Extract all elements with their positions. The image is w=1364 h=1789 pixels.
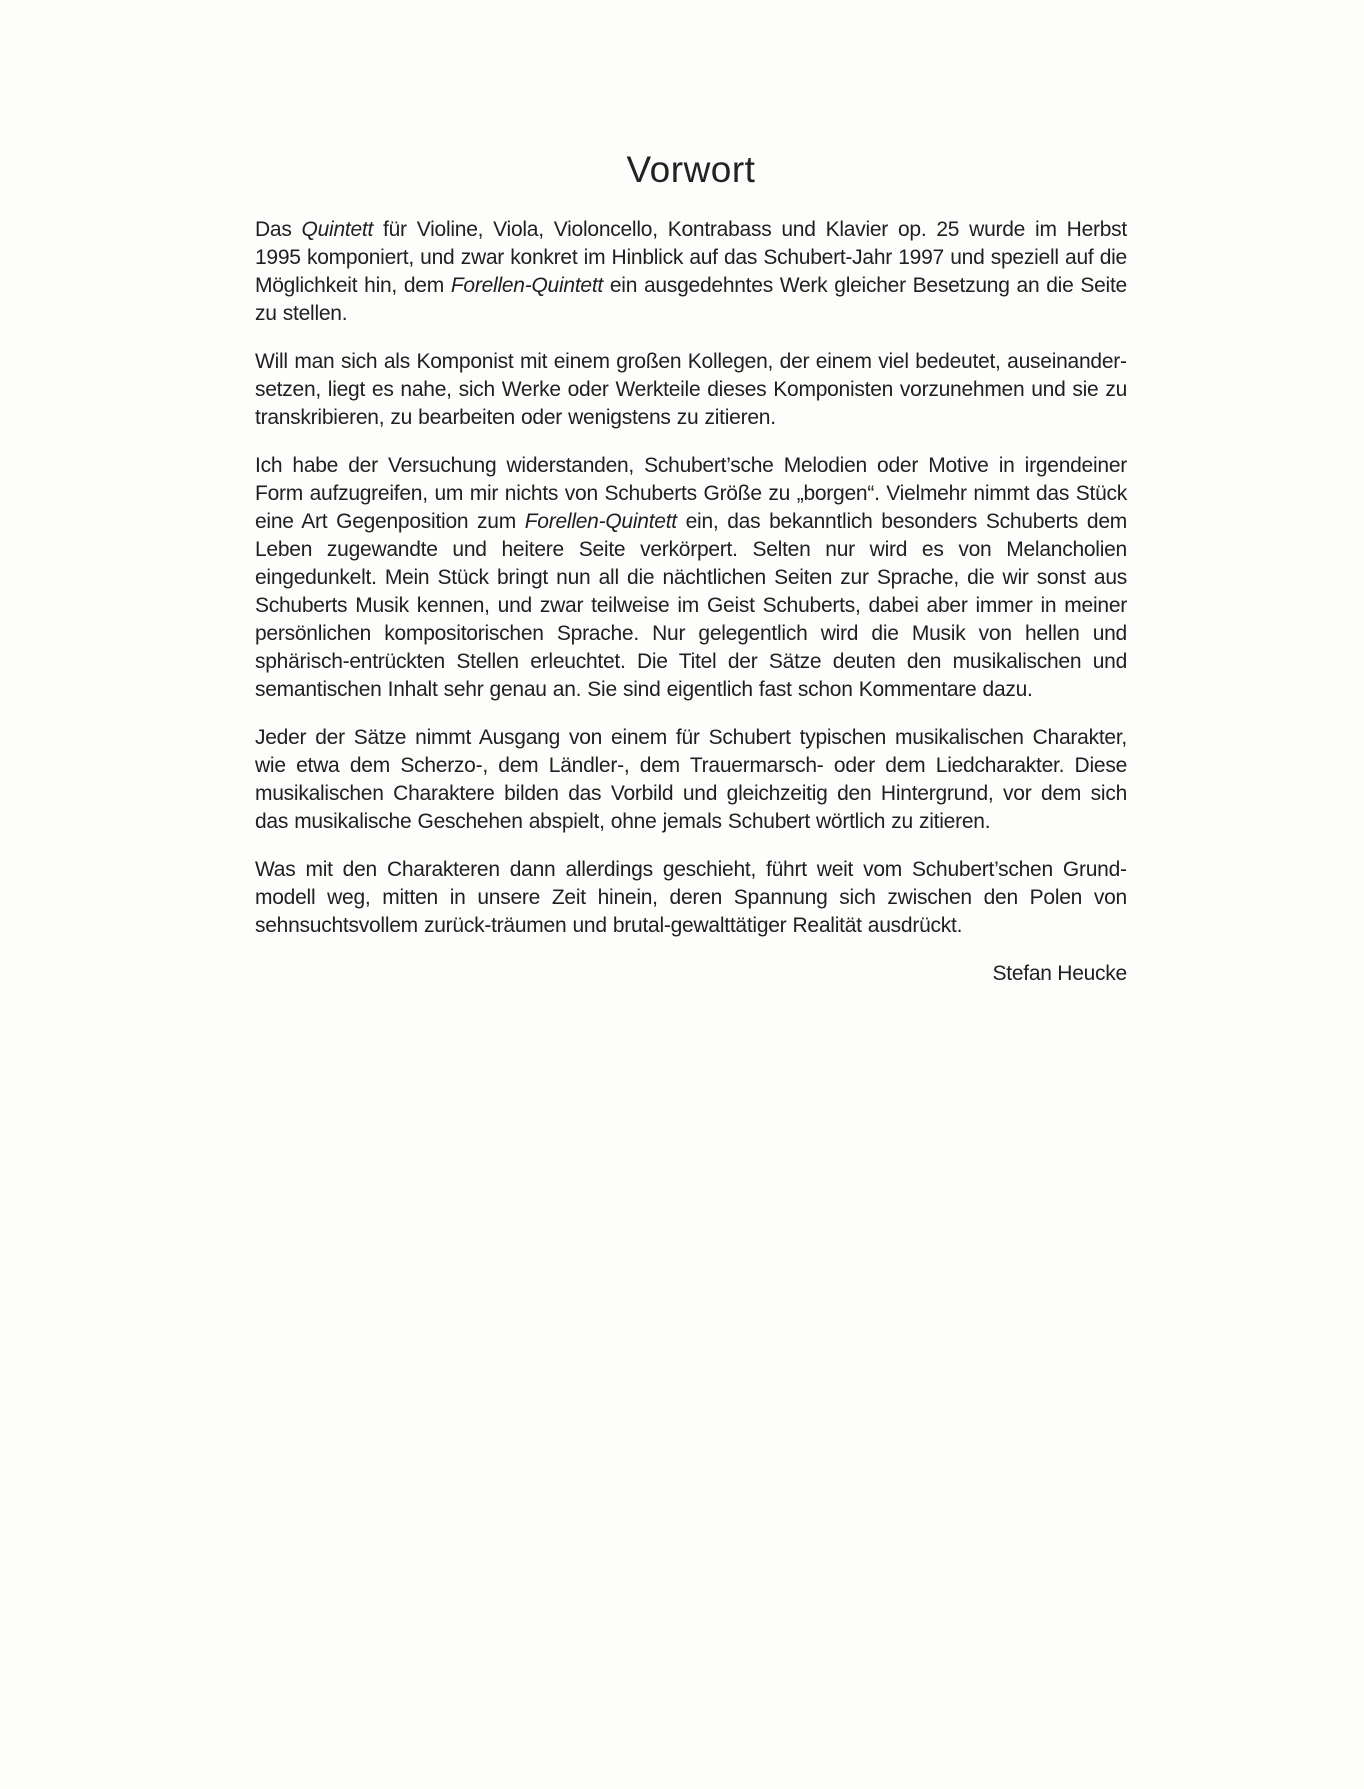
signature: Stefan Heucke: [992, 962, 1127, 985]
paragraph: [255, 216, 1127, 328]
paragraph: [255, 452, 1127, 704]
page-content: [255, 148, 1127, 988]
text-run: Das: [255, 218, 302, 241]
text-run: ein, das bekanntlich besonders Schuberts dem Leben zugewandte und heitere Seite verkörpert. Selten nur wird es von Melancholien eingedunkelt. Mein Stück bringt nun all die nächtlichen Seiten zur Sprache, die wir sonst aus Schuberts Musik kennen, und zwar teilweise im Geist Schuberts, dabei aber immer in meiner persönlichen kompositorischen Sprache. Nur gelegentlich wird die Musik von hellen und sphärisch-entrückten Stellen erleuchtet. Die Titel der Sätze deuten den musikalischen und semantischen Inhalt sehr genau an. Sie sind eigentlich fast schon Kommentare dazu.: [255, 510, 1128, 701]
paragraph: [255, 724, 1127, 836]
paragraph: [255, 856, 1127, 940]
italic-text-run: Forellen-Quintett: [524, 510, 677, 533]
text-run: Will man sich als Komponist mit einem großen Kollegen, der einem viel bedeutet, auseinandersetzen, liegt es nahe, sich Werke oder Werkteile dieses Komponisten vorzunehmen und sie zu transkribieren, zu bearbeiten oder wenigstens zu zitieren.: [255, 350, 1127, 429]
italic-text-run: Forellen-Quintett: [450, 274, 603, 297]
italic-text-run: Quintett: [301, 218, 374, 241]
text-run: Ich habe der Versuchung widerstanden, Schubert’sche Melodien oder Motive in irgendeiner Form aufzugreifen, um mir nichts von Schuberts Größe zu „borgen“. Vielmehr nimmt das Stück eine Art Gegenposition zum: [255, 454, 1127, 533]
text-run: für Violine, Viola, Violoncello, Kontrabass und Klavier op. 25 wurde im Herbst 1995 komponiert, und zwar konkret im Hinblick auf das Schubert-Jahr 1997 und speziell auf die Möglichkeit hin, dem: [255, 218, 1128, 297]
text-run: Was mit den Charakteren dann allerdings geschieht, führt weit vom Schubert’schen Grundmodell weg, mitten in unsere Zeit hinein, deren Spannung sich zwischen den Polen von sehnsuchtsvollem zurück-träumen und brutal-gewalttätiger Realität ausdrückt.: [255, 858, 1127, 937]
text-run: Jeder der Sätze nimmt Ausgang von einem für Schubert typischen musikalischen Charakter, wie etwa dem Scherzo-, dem Ländler-, dem Trauermarsch- oder dem Liedcharakter. Diese musikalischen Charaktere bilden das Vorbild und gleichzeitig den Hintergrund, vor dem sich das musikalische Geschehen abspielt, ohne jemals Schubert wörtlich zu zitieren.: [255, 726, 1127, 833]
paragraph: [255, 348, 1127, 432]
preface-text: [255, 216, 1127, 940]
page-title: Vorwort: [626, 149, 756, 190]
text-run: ein ausgedehntes Werk gleicher Besetzung an die Seite zu stellen.: [255, 274, 1127, 325]
